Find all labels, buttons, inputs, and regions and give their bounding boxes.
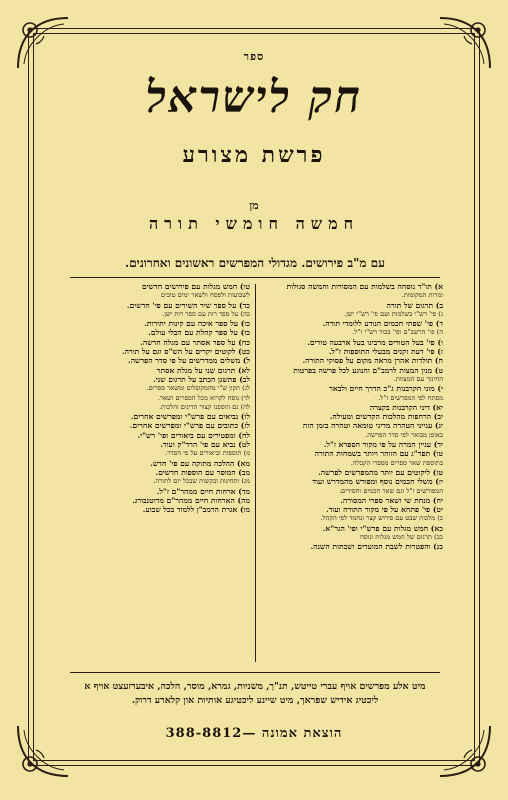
contents-entry: מ) תוספות וביאורים על פי הסדר.: [165, 449, 250, 458]
parasha-name: פרשת מצורע: [182, 142, 326, 168]
contents-entry: א) תו"ד נוסחה בשלמות עם המסורות וחמשה סגולות: [286, 282, 443, 291]
contents-entry: לב) פתשגן הכתב על תרגום שני.: [153, 374, 250, 384]
contents-entry: לח) ומפטירים עם ביאורים ופי' רש"י.: [137, 430, 250, 440]
contents-entry: טו) חמש מגלות עם פירושים חדשים: [141, 282, 250, 291]
contents-entry: יב) הרחפות מהלכות הקדשים ומעילה.: [329, 412, 443, 422]
contents-entry: בתוספת שאר ספרים מספרי הקבלה.: [350, 458, 443, 467]
book-title: חק לישראל: [145, 72, 363, 123]
contents-entry: לא) תרגום שני על מגלת אסתר: [156, 365, 250, 375]
contents-entry: יג) ענייני הטהרה מדיני טומאה וטהרה בזמן הזה: [302, 421, 443, 431]
contents-entry: ה) פי' הרשב"ם ופי' בכור רש"י ז"ל.: [352, 328, 443, 337]
contents-entry: יד) עניין המרה על פי מקור הספרא ז"ל.: [323, 440, 443, 450]
contents-entry: מה) הארחות חיים ממהר"ם מרוטנבורג.: [132, 495, 250, 505]
from-label: מן: [249, 199, 259, 212]
contents-entry: כג) והפטרות לשבת המועדים ושבתות השנה.: [310, 542, 443, 552]
contents-entry: לה) גם הוספנו קצור הדינים והלכות.: [159, 402, 250, 411]
contents-entry: יח) מנחת שי ושאר ספרי המסורה.: [340, 495, 443, 505]
book-kicker: ספר: [243, 50, 265, 63]
work-title: חמשה חומשי תורה: [148, 214, 360, 233]
contents-entry: יז) משלי חכמים נוסף ומפורש מהמדרש ועוד: [312, 477, 443, 487]
contents-entry: מא) ההלכה מתוקה עם פי' חדש.: [150, 458, 250, 468]
contents-entry: מד) ארחות חיים ממהר"ם ז"ל.: [156, 486, 250, 496]
contents-entry: כה) על ספר רות עם ספר רות ישן.: [162, 309, 250, 318]
contents-entry: מפתח לפי המפרשים ז"ל.: [378, 393, 443, 402]
contents-entry: טז) ליקוטים עם יותר מהמפרשים לפרשה.: [318, 467, 443, 477]
contents-entry: מו) אגרת הרמב"ן ללמוד בכל שבוע.: [142, 505, 250, 515]
contents-entry: החינוך עם המצוות.: [393, 374, 443, 383]
contents-entry: ט) מנין המצות לרמב"ם והנוגע לכל פרשה בפרטות: [293, 365, 443, 375]
contents-entry: כד) על ספר שיר השירים עם פי' חדשים.: [126, 300, 250, 310]
contents-entry: י) מוני הקרבנות ג"כ הדרך חיים ולבאר: [329, 384, 443, 394]
contents-column-left: [72, 282, 250, 664]
contents-entry: ב) תרגום של תורה: [386, 300, 443, 310]
contents-entry: לג) תקון ש"י מהמקובלים ומשאר ספרים.: [146, 384, 250, 393]
publisher-line: הוצאת אמונה —388-8812: [165, 726, 343, 741]
contents-entry: לשבועות ולפסח ולשאר ימים טובים: [160, 291, 250, 300]
column-divider: [255, 284, 256, 662]
contents-entry: ל) משלים ממדרשים על פי סדר הפרשה.: [128, 356, 250, 366]
corner-ornament-top-left: [14, 14, 72, 72]
contents-entry: כח) על ספר אסתר עם מגלה חדשה.: [140, 337, 250, 347]
divider-top: [70, 277, 440, 278]
contents-entry: לז) כתובים עם פרש"י ומפרשים אחרים.: [129, 421, 250, 431]
contents-entry: יט) פי' פתחא על פי מקור התורה ועוד.: [326, 505, 443, 515]
contents-entry: לו) נביאים עם פרש"י ומפרשים אחרים.: [130, 412, 250, 422]
contents-entry: ח) תולדות אהרן מראה מקום על פסוקי התורה.: [302, 356, 443, 366]
contents-entry: המפורשים ז"ל וגם שאר חכמים וחסידים.: [339, 486, 443, 495]
contents-column-right: [265, 282, 443, 664]
divider-bottom: [70, 672, 440, 673]
contents-entry: לט) נביא עם פי' הרד"ק ועוד.: [160, 440, 250, 450]
contents-entry: ומרות המקומות.: [401, 291, 443, 300]
contents-entry: יא) דיני הקרבנות בקצרה: [369, 402, 443, 412]
contents-entry: באופן מבואר לפי סדר הפרשה.: [365, 430, 443, 439]
contents-entry: ג) פי' רש"י בשלמות ועם פי' רש"י ישן.: [343, 309, 443, 318]
contents-entry: לד) נוסח לקרוא מכל הספרים ושאר.: [157, 393, 250, 402]
contents-entry: מג) ותחינות ובקשות שבכל יום לתורה.: [153, 477, 250, 486]
contents-entry: כט) לקוטים יקרים על הש"ס וגם על תורה.: [121, 347, 250, 357]
contents-entry: כא) חמש מגלות עם פרש"י ופי' הגר"א.: [322, 523, 443, 533]
contents-entry: כ) מלכות שבט עם פירוש קצר ונחמד לפי הקהל.: [320, 514, 443, 523]
yiddish-footnote: מיט אלע מפרשים אויף עברי טייטש, תנ"ך, משניות, גמרא, מוסר, הלכה, איבערזעצט אויף א ליכטיג אידיש שפראך, מיט שיינע ליכטיגע אותיות און קלארע דרוק.: [84, 681, 426, 706]
contents-entry: ו) פי' בעל הטורים מרבינו בעל ארבעה טורים.: [307, 337, 443, 347]
contents-entry: כז) על ספר קהלת עם הבלי עולם.: [148, 328, 250, 338]
contents-entry: טו) תפר"ג עם הזוהר ויותר בשמחות התורה: [314, 449, 443, 459]
contents-entry: ז) פי' דעת זקנים מבעלי התוספות ז"ל.: [328, 347, 443, 357]
contents-entry: מב) המוסר עם הוספות חדשים.: [155, 467, 250, 477]
contents-entry: כב) תרגום של חמש מגלות ונוסח: [360, 533, 443, 542]
contents-entry: ד) פי' שפתי חכמים הנודע ללומדי תורה.: [322, 319, 443, 329]
commentaries-line: עם מ"ב פירושים. מגדולי המפרשים ראשונים ואחרונים.: [125, 256, 385, 270]
contents-entry: כו) על ספר איכה עם קינות יתירות.: [144, 319, 250, 329]
corner-ornament-top-right: [436, 14, 494, 72]
